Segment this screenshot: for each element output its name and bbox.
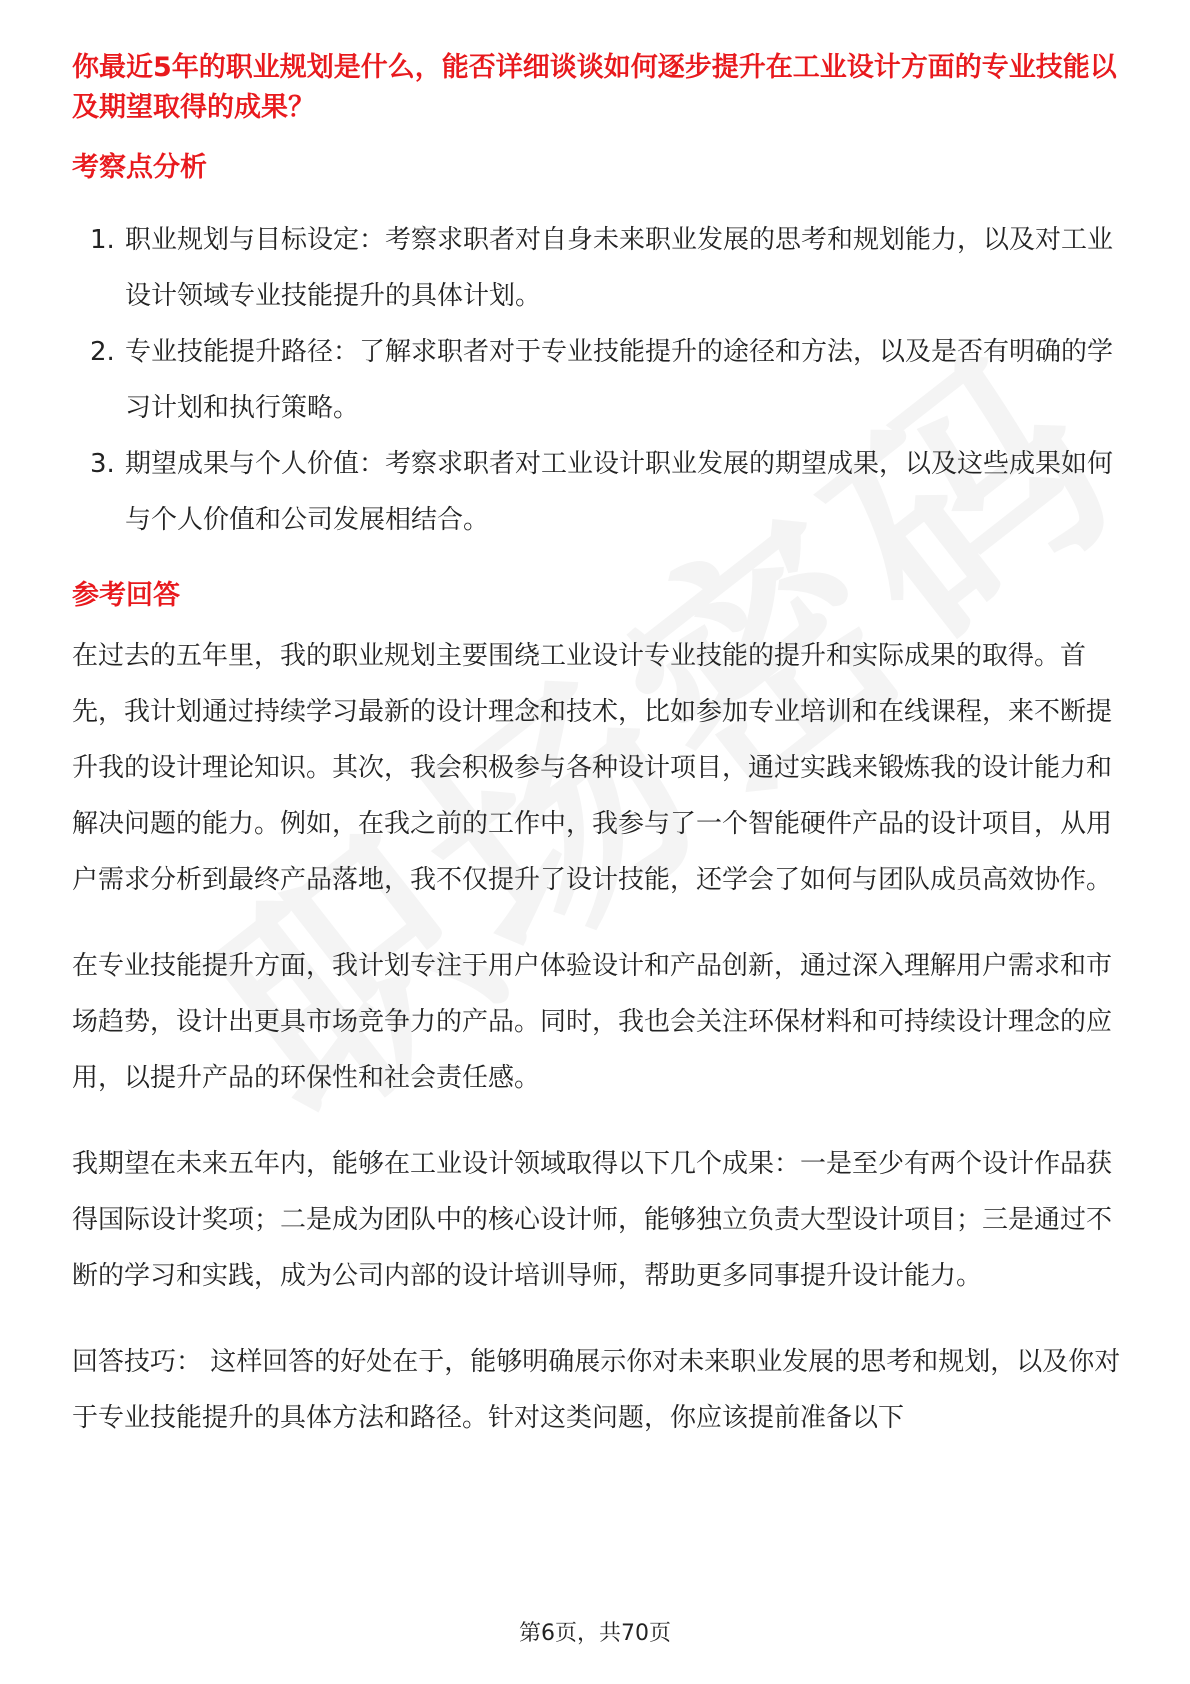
list-item-text: 专业技能提升路径：了解求职者对于专业技能提升的途径和方法，以及是否有明确的学习计划和执行策略。 — [125, 337, 1114, 423]
answer-tip-paragraph: 回答技巧： 这样回答的好处在于，能够明确展示你对未来职业发展的思考和规划，以及你对于专业技能提升的具体方法和路径。针对这类问题，你应该提前准备以下 — [72, 1347, 1121, 1433]
answer-title: 参考回答 — [72, 580, 180, 611]
list-item — [72, 436, 1122, 548]
answer-paragraph: 在过去的五年里，我的职业规划主要围绕工业设计专业技能的提升和实际成果的取得。首先，我计划通过持续学习最新的设计理念和技术，比如参加专业培训和在线课程，来不断提升我的设计理论知识。其次，我会积极参与各种设计项目，通过实践来锻炼我的设计能力和解决问题的能力。例如，在我之前的工作中，我参与了一个智能硬件产品的设计项目，从用户需求分析到最终产品落地，我不仅提升了设计技能，还学会了如何与团队成员高效协作。 — [72, 641, 1113, 895]
list-number: 2. — [90, 337, 115, 367]
analysis-title: 考察点分析 — [72, 152, 207, 183]
list-item — [72, 324, 1122, 436]
answer-paragraph: 在专业技能提升方面，我计划专注于用户体验设计和产品创新，通过深入理解用户需求和市场趋势，设计出更具市场竞争力的产品。同时，我也会关注环保材料和可持续设计理念的应用，以提升产品的环保性和社会责任感。 — [72, 951, 1113, 1093]
list-item-text: 职业规划与目标设定：考察求职者对自身未来职业发展的思考和规划能力，以及对工业设计领域专业技能提升的具体计划。 — [125, 225, 1114, 311]
list-number: 1. — [90, 225, 115, 255]
analysis-list — [72, 212, 1122, 548]
question-heading: 你最近5年的职业规划是什么，能否详细谈谈如何逐步提升在工业设计方面的专业技能以及期望取得的成果？ — [72, 52, 1117, 123]
page-footer: 第6页，共70页 — [519, 1621, 671, 1646]
list-number: 3. — [90, 449, 115, 479]
list-item-text: 期望成果与个人价值：考察求职者对工业设计职业发展的期望成果，以及这些成果如何与个人价值和公司发展相结合。 — [125, 449, 1114, 535]
list-item — [72, 212, 1122, 324]
answer-paragraph: 我期望在未来五年内，能够在工业设计领域取得以下几个成果：一是至少有两个设计作品获得国际设计奖项；二是成为团队中的核心设计师，能够独立负责大型设计项目；三是通过不断的学习和实践，成为公司内部的设计培训导师，帮助更多同事提升设计能力。 — [72, 1149, 1113, 1291]
document-body — [72, 48, 1122, 1446]
